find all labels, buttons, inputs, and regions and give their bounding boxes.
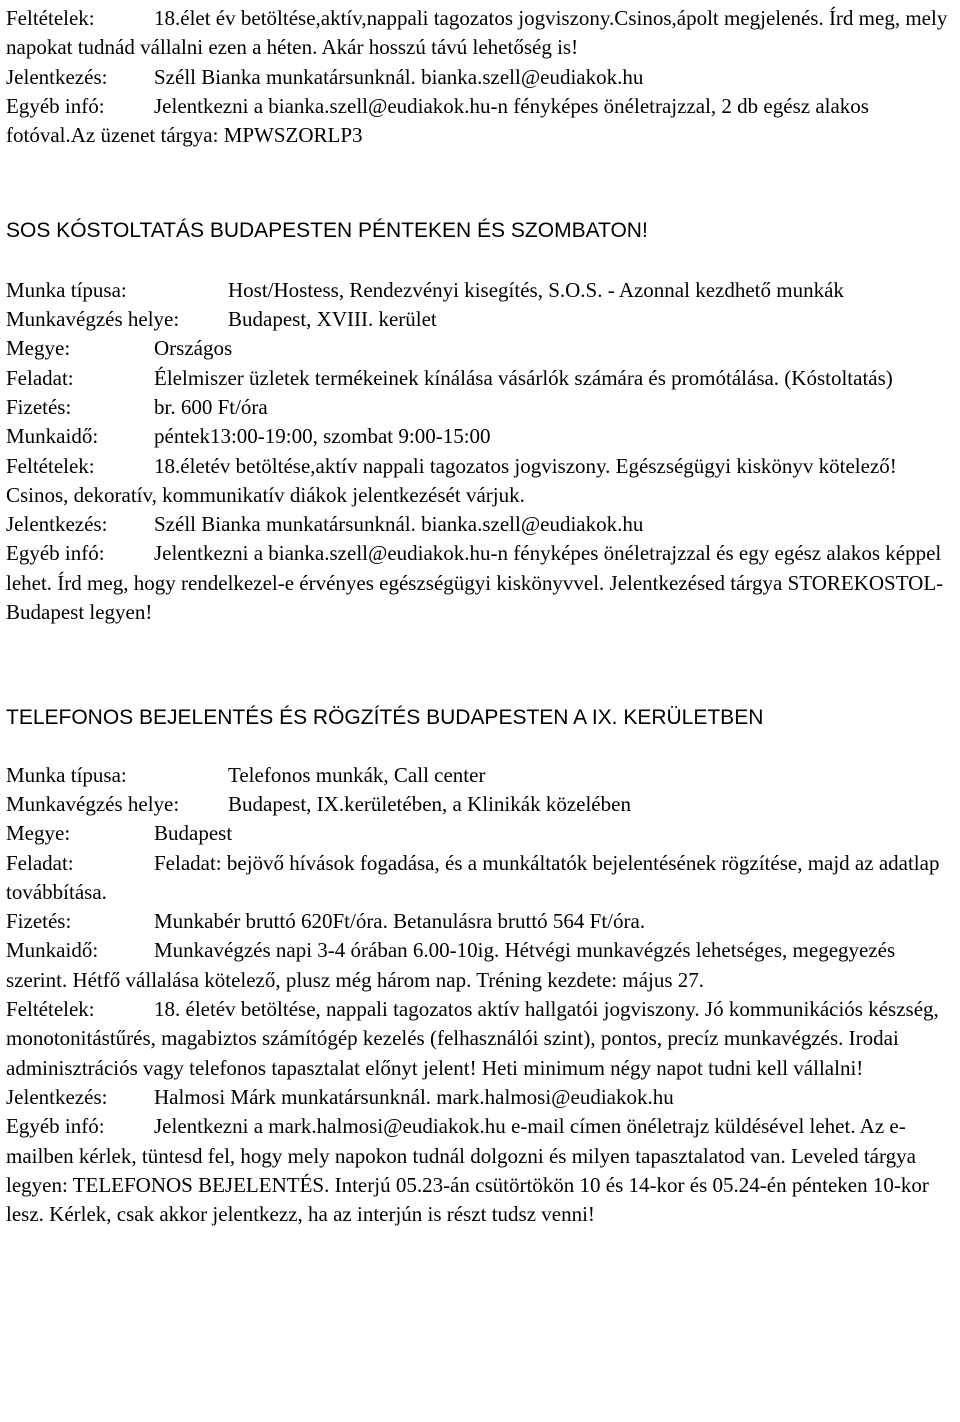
label-munka-tipusa: Munka típusa:: [6, 762, 127, 787]
label-munkavegzes-helye: Munkavégzés helye:: [6, 791, 180, 816]
value-feladat: Feladat: bejövő hívások fogadása, és a munkáltatók bejelentésének rögzítése, majd az adatlap továbbítása.: [6, 850, 940, 904]
field-feltetelek: [6, 452, 956, 511]
value-munka-tipusa: Host/Hostess, Rendezvényi kisegítés, S.O.S. - Azonnal kezdhető munkák: [228, 277, 844, 302]
field-jelentkezes: [6, 1083, 956, 1112]
label-munkavegzes-helye: Munkavégzés helye:: [6, 307, 180, 332]
spacer: [6, 627, 956, 703]
field-jelentkezes: [6, 510, 956, 539]
value-feltetelek: 18. életév betöltése, nappali tagozatos aktív hallgatói jogviszony. Jó kommunikációs készség, monotonitástűrés, magabiztos számítógép kezelés (felhasználói szint), pontos, precíz munkavégzés. Irodai adminisztrációs vagy telefonos tapasztalat előnyt jelent! Heti minimum négy napot tudni kell vállalni!: [6, 997, 939, 1080]
value-munkavegzes-helye: Budapest, XVIII. kerület: [228, 307, 437, 332]
label-egyeb-info: Egyéb infó:: [6, 93, 105, 118]
field-munkavegzes-helye: [6, 790, 956, 819]
label-feladat: Feladat:: [6, 365, 74, 390]
field-feltetelek: [6, 4, 956, 63]
label-munkaido: Munkaidő:: [6, 938, 99, 963]
label-megye: Megye:: [6, 336, 71, 361]
label-egyeb-info: Egyéb infó:: [6, 541, 105, 566]
document-body: [6, 4, 956, 1229]
field-feladat: [6, 849, 956, 908]
label-feltetelek: Feltételek:: [6, 453, 95, 478]
section-title-telefonos-bejelentes: TELEFONOS BEJELENTÉS ÉS RÖGZÍTÉS BUDAPESTEN A IX. KERÜLETBEN: [6, 706, 764, 730]
value-munkavegzes-helye: Budapest, IX.kerületében, a Klinikák közelében: [228, 791, 631, 816]
spacer: [6, 150, 956, 216]
label-jelentkezes: Jelentkezés:: [6, 512, 108, 537]
section-title-sos-kostoltatas: SOS KÓSTOLTATÁS BUDAPESTEN PÉNTEKEN ÉS SZOMBATON!: [6, 219, 648, 243]
field-munkaido: [6, 422, 956, 451]
value-munka-tipusa: Telefonos munkák, Call center: [228, 762, 486, 787]
value-feladat: Élelmiszer üzletek termékeinek kínálása vásárlók számára és promótálása. (Kóstoltatás): [154, 365, 893, 390]
value-megye: Országos: [154, 336, 233, 361]
value-jelentkezes: Széll Bianka munkatársunknál. bianka.szell@eudiakok.hu: [154, 512, 644, 537]
value-jelentkezes: Halmosi Márk munkatársunknál. mark.halmosi@eudiakok.hu: [154, 1084, 674, 1109]
label-fizetes: Fizetés:: [6, 394, 72, 419]
field-egyeb-info: [6, 92, 956, 151]
value-jelentkezes: Széll Bianka munkatársunknál. bianka.szell@eudiakok.hu: [154, 64, 644, 89]
label-fizetes: Fizetés:: [6, 909, 72, 934]
value-munkaido: Munkavégzés napi 3-4 órában 6.00-10ig. Hétvégi munkavégzés lehetséges, megegyezés szerint. Hétfő vállalása kötelező, plusz még három nap. Tréning kezdete: május 27.: [6, 938, 896, 992]
label-egyeb-info: Egyéb infó:: [6, 1114, 105, 1139]
value-fizetes: Munkabér bruttó 620Ft/óra. Betanulásra bruttó 564 Ft/óra.: [154, 909, 646, 934]
value-fizetes: br. 600 Ft/óra: [154, 394, 268, 419]
value-egyeb-info: Jelentkezni a bianka.szell@eudiakok.hu-n fényképes önéletrajzzal és egy egész alakos képpel lehet. Írd meg, hogy rendelkezel-e érvényes egészségügyi kiskönyvvel. Jelentkezésed tárgya STOREKOSTOL-Budapest legyen!: [6, 541, 944, 625]
label-feltetelek: Feltételek:: [6, 6, 95, 30]
value-feltetelek: 18.életév betöltése,aktív nappali tagozatos jogviszony. Egészségügyi kiskönyv kötelező! Csinos, dekoratív, kommunikatív diákok jelentkezését várjuk.: [6, 453, 897, 507]
label-jelentkezes: Jelentkezés:: [6, 1084, 108, 1109]
field-megye: [6, 334, 956, 363]
label-jelentkezes: Jelentkezés:: [6, 64, 108, 89]
field-munkavegzes-helye: [6, 305, 956, 334]
spacer: [6, 246, 956, 276]
field-munkaido: [6, 936, 956, 995]
field-fizetes: [6, 393, 956, 422]
value-munkaido: péntek13:00-19:00, szombat 9:00-15:00: [154, 424, 491, 449]
spacer: [6, 733, 956, 761]
label-feladat: Feladat:: [6, 850, 74, 875]
field-munka-tipusa: [6, 276, 956, 305]
value-megye: Budapest: [154, 821, 233, 846]
label-megye: Megye:: [6, 821, 71, 846]
field-egyeb-info: [6, 539, 956, 627]
field-jelentkezes: [6, 63, 956, 92]
field-fizetes: [6, 907, 956, 936]
field-munka-tipusa: [6, 761, 956, 790]
field-egyeb-info: [6, 1112, 956, 1229]
value-egyeb-info: Jelentkezni a mark.halmosi@eudiakok.hu e-mail címen önéletrajz küldésével lehet. Az e-mailben kérlek, tüntesd fel, hogy mely napokon tudnál dolgozni és milyen tapasztalatod van. Leveled tárgya legyen: TELEFONOS BEJELENTÉS. Interjú 05.23-án csütörtökön 10 és 14-kor és 05.24-én pénteken 10-kor lesz. Kérlek, csak akkor jelentkezz, ha az interjún is részt tudsz venni!: [6, 1114, 929, 1227]
value-feltetelek: 18.élet év betöltése,aktív,nappali tagozatos jogviszony.Csinos,ápolt megjelenés. Írd meg, mely napokat tudnád vállalni ezen a héten. Akár hosszú távú lehetőség is!: [6, 6, 948, 60]
value-egyeb-info: Jelentkezni a bianka.szell@eudiakok.hu-n fényképes önéletrajzzal, 2 db egész alakos fotóval.Az üzenet tárgya: MPWSZORLP3: [6, 93, 869, 148]
field-feltetelek: [6, 995, 956, 1083]
label-munkaido: Munkaidő:: [6, 424, 99, 449]
field-megye: [6, 819, 956, 848]
field-feladat: [6, 364, 956, 393]
label-feltetelek: Feltételek:: [6, 997, 95, 1022]
label-munka-tipusa: Munka típusa:: [6, 277, 127, 302]
